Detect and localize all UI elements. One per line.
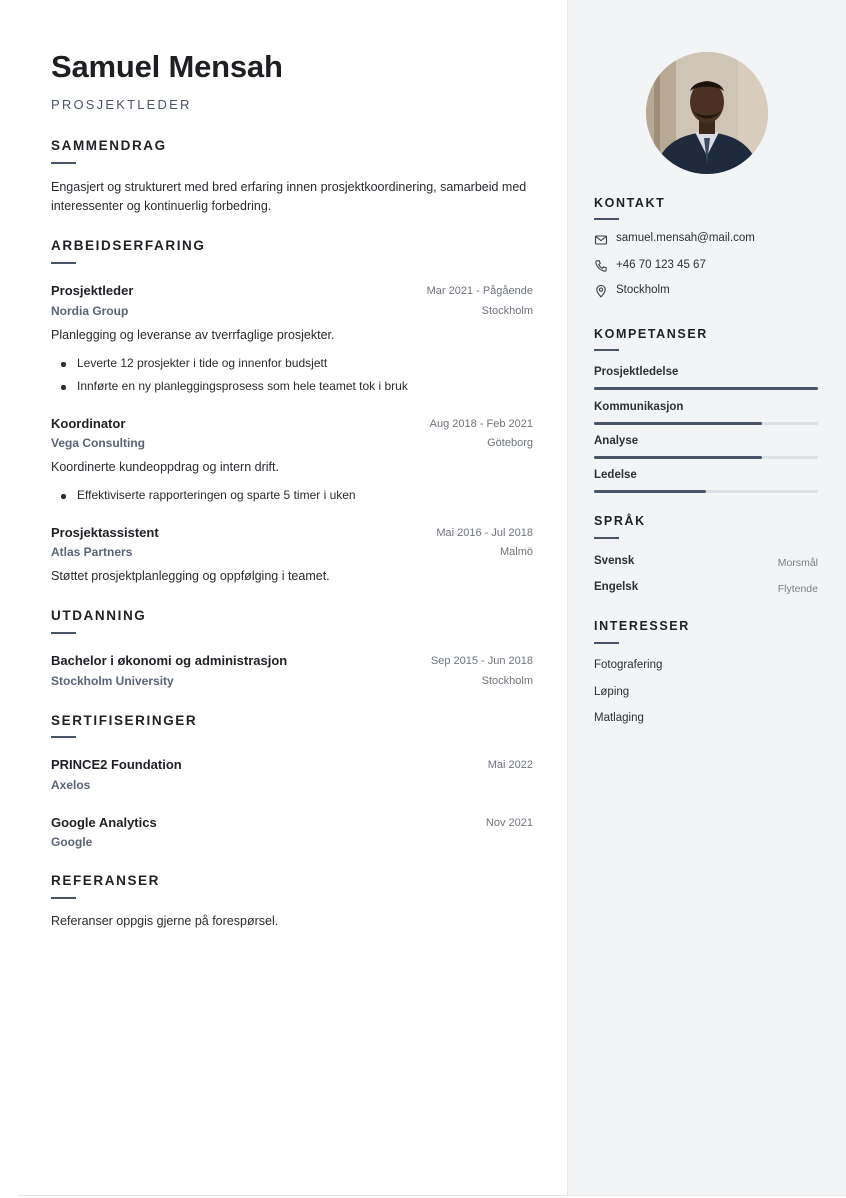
language-level: Flytende: [777, 583, 818, 595]
page-bottom-divider: [18, 1195, 846, 1196]
skill-name: Analyse: [594, 435, 639, 447]
job-bullet: Leverte 12 prosjekter i tide og innenfor budsjett: [77, 356, 328, 370]
skill-bar-fill: [594, 490, 706, 493]
profile-photo: [646, 52, 768, 174]
certification-name: Google Analytics: [51, 815, 157, 830]
summary-text: Engasjert og strukturert med bred erfaring innen prosjektkoordinering, samarbeid med interessenter og kontinuerlig forbedring.: [51, 180, 527, 213]
job-dates: Mar 2021 - Pågående: [426, 285, 533, 297]
job-dates: Mai 2016 - Jul 2018: [436, 527, 533, 539]
language-name: Engelsk: [594, 581, 639, 593]
languages-heading-underline: [594, 537, 619, 539]
experience-heading: ARBEIDSERFARING: [51, 238, 206, 253]
job-location: Malmö: [499, 546, 533, 558]
language-level: Morsmål: [777, 557, 818, 569]
job-description: Støttet prosjektplanlegging og oppfølging i teamet.: [51, 569, 330, 583]
interests-heading: INTERESSER: [594, 619, 690, 633]
skill-bar: [594, 422, 818, 425]
references-heading: REFERANSER: [51, 873, 161, 888]
summary-heading-underline: [51, 162, 76, 164]
job-description: Planlegging og leveranse av tverrfaglige prosjekter.: [51, 328, 335, 342]
certifications-heading-underline: [51, 736, 76, 738]
contact-heading: KONTAKT: [594, 196, 666, 210]
skill-bar: [594, 490, 818, 493]
candidate-name: Samuel Mensah: [51, 49, 283, 84]
mail-icon: [594, 233, 608, 247]
education-degree: Bachelor i økonomi og administrasjon: [51, 653, 288, 668]
job-location: Stockholm: [481, 305, 533, 317]
certification-name: PRINCE2 Foundation: [51, 757, 182, 772]
language-name: Svensk: [594, 555, 635, 567]
location-pin-icon: [594, 284, 608, 298]
job-description: Koordinerte kundeoppdrag og intern drift.: [51, 460, 279, 474]
skills-heading: KOMPETANSER: [594, 327, 708, 341]
contact-phone[interactable]: +46 70 123 45 67: [616, 259, 706, 271]
interests-heading-underline: [594, 642, 619, 644]
job-dates: Aug 2018 - Feb 2021: [429, 418, 533, 430]
job-location: Göteborg: [487, 437, 533, 449]
experience-heading-underline: [51, 262, 76, 264]
languages-heading: SPRÅK: [594, 514, 646, 528]
summary-heading: SAMMENDRAG: [51, 138, 167, 153]
certification-issuer: Google: [51, 835, 93, 849]
job-title: Koordinator: [51, 416, 126, 431]
certification-issuer: Axelos: [51, 778, 91, 792]
certification-date: Nov 2021: [485, 817, 533, 829]
interest-item: Fotografering: [594, 659, 663, 671]
skill-bar-fill: [594, 456, 762, 459]
contact-heading-underline: [594, 218, 619, 220]
contact-email[interactable]: samuel.mensah@mail.com: [616, 232, 755, 244]
skill-bar: [594, 387, 818, 390]
job-company: Vega Consulting: [51, 436, 146, 450]
job-company: Atlas Partners: [51, 545, 133, 559]
skill-bar: [594, 456, 818, 459]
certifications-heading: SERTIFISERINGER: [51, 713, 198, 728]
job-bullet: Effektiviserte rapporteringen og sparte 5 timer i uken: [77, 488, 356, 502]
phone-icon: [594, 259, 608, 273]
interest-item: Matlaging: [594, 712, 644, 724]
job-title: Prosjektassistent: [51, 525, 159, 540]
skill-bar-fill: [594, 422, 762, 425]
skills-heading-underline: [594, 349, 619, 351]
education-location: Stockholm: [481, 675, 533, 687]
job-company: Nordia Group: [51, 304, 129, 318]
job-title: Prosjektleder: [51, 283, 134, 298]
education-heading-underline: [51, 632, 76, 634]
skill-name: Prosjektledelse: [594, 366, 679, 378]
skill-name: Ledelse: [594, 469, 637, 481]
education-school: Stockholm University: [51, 674, 174, 688]
sidebar: [567, 0, 846, 1196]
candidate-role: PROSJEKTLEDER: [51, 97, 192, 112]
education-heading: UTDANNING: [51, 608, 147, 623]
job-bullet: Innførte en ny planleggingsprosess som hele teamet tok i bruk: [77, 379, 408, 393]
interest-item: Løping: [594, 686, 630, 698]
skill-bar-fill: [594, 387, 818, 390]
references-heading-underline: [51, 897, 76, 899]
education-dates: Sep 2015 - Jun 2018: [430, 655, 533, 667]
skill-name: Kommunikasjon: [594, 401, 684, 413]
contact-location: Stockholm: [616, 284, 670, 296]
references-text: Referanser oppgis gjerne på forespørsel.: [51, 914, 279, 928]
certification-date: Mai 2022: [487, 759, 533, 771]
